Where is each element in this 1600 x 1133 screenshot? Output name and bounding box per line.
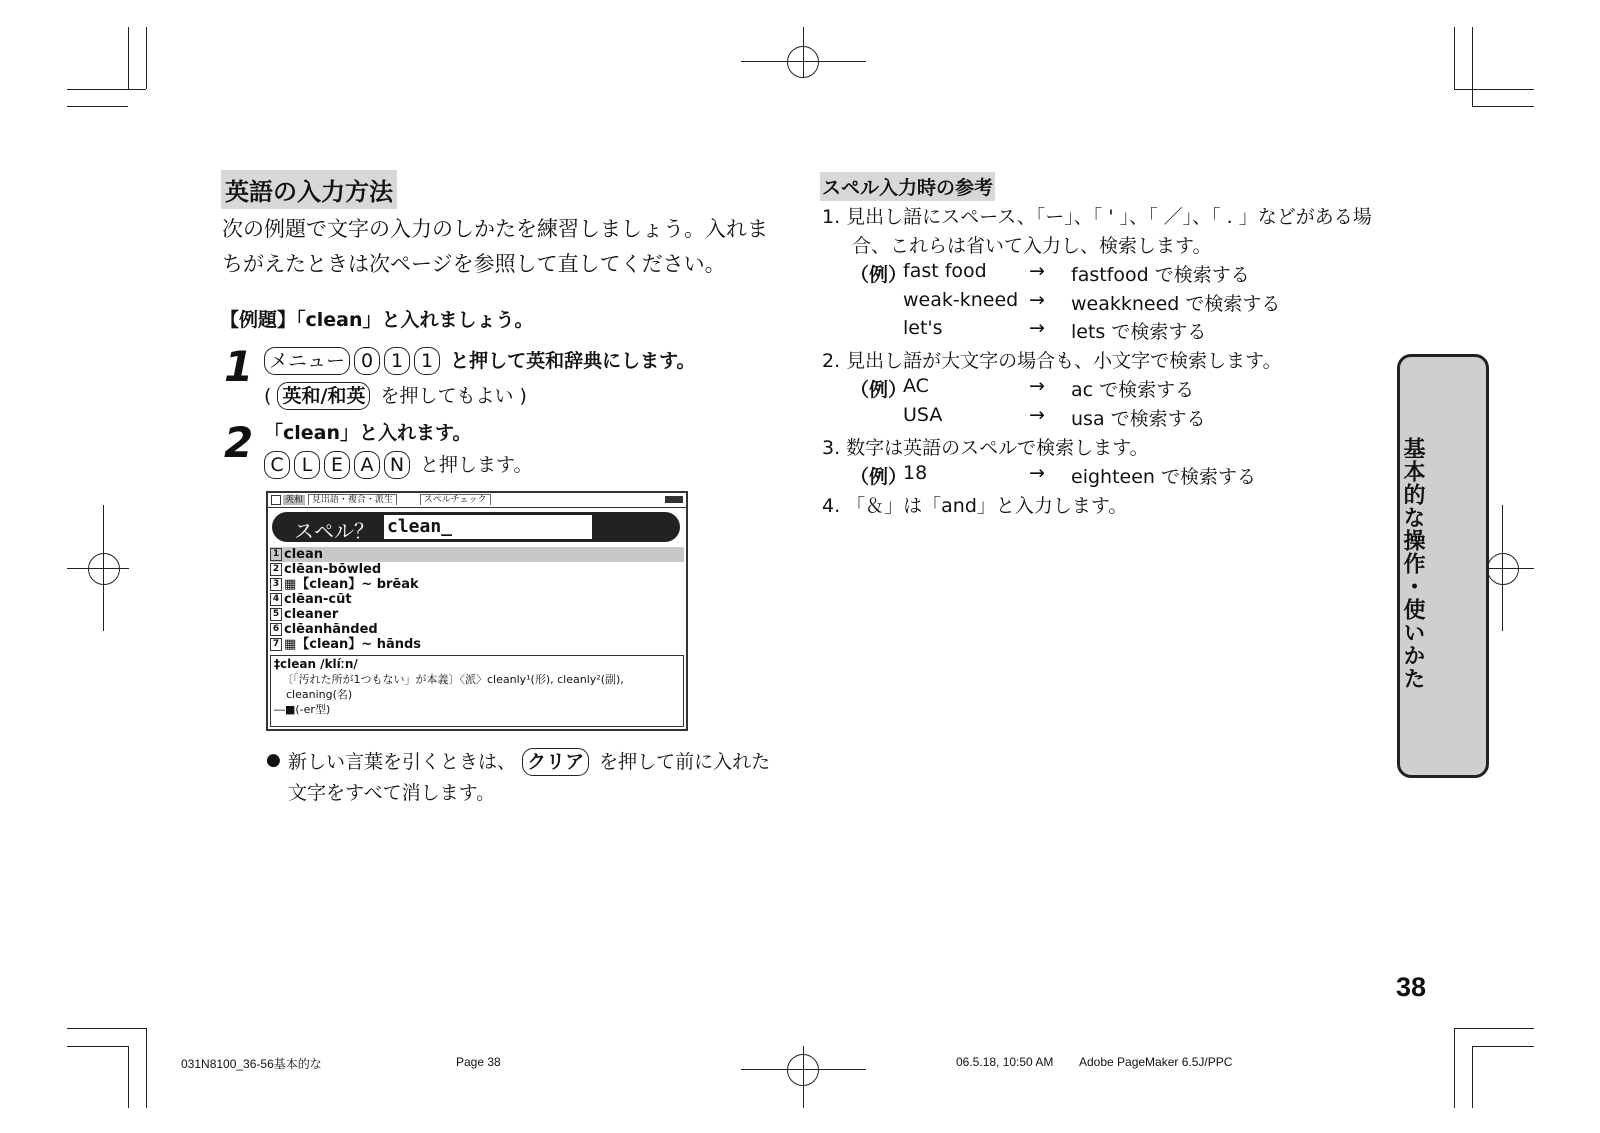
list-item: 2 clēan-bōwled [270, 562, 381, 577]
def-etymology: 〔「汚れた所が1つもない」が本義〕〈派〉cleanly¹(形), cleanly²(副), [282, 673, 624, 686]
n-key: N [384, 451, 410, 479]
arrow-icon: → [1029, 260, 1045, 282]
spell-input-bar [272, 512, 680, 542]
step-2-row [264, 450, 533, 479]
list-item: 7 ▦【clean】~ hānds [270, 637, 421, 652]
section-heading: 英語の入力方法 [221, 170, 397, 209]
ref-item-1-line-1: 1. 見出し語にスペース、「ー」、「 ' 」、「 ／」、「 . 」などがある場 [822, 206, 1372, 228]
screen-tab-bar [268, 493, 686, 508]
slug-date: 06.5.18, 10:50 AM [956, 1055, 1054, 1069]
definition-box [270, 655, 684, 727]
example-title: 【例題】「clean」と入れましょう。 [220, 309, 534, 331]
arrow-icon: → [1029, 462, 1045, 484]
tab-box-icon [271, 495, 281, 505]
dictionary-screen [266, 491, 688, 731]
a-key: A [354, 451, 380, 479]
tab-headword: 見出語・複合・派生 [308, 494, 397, 505]
step-1-sub [264, 381, 527, 410]
intro-line-1: 次の例題で文字の入力のしかたを練習しましょう。入れま [222, 217, 768, 241]
list-item: 5 cleaner [270, 607, 338, 622]
arrow-icon: → [1029, 289, 1045, 311]
example-input: fast food [903, 260, 987, 282]
chapter-tab-label: 基本的な操作・使いかた [1400, 437, 1425, 690]
spell-input: clean_ [384, 515, 592, 539]
note-text-1: 新しい言葉を引くときは、 [288, 751, 517, 773]
step-1-row [264, 346, 696, 375]
example-input: weak-kneed [903, 289, 1019, 311]
example-label-2: （例） [850, 379, 908, 401]
example-label-1: （例） [850, 264, 908, 286]
arrow-icon: → [1029, 375, 1045, 397]
example-result: eighteen で検索する [1071, 466, 1256, 488]
spell-ref-heading: スペル入力時の参考 [820, 172, 995, 201]
example-input: 18 [903, 462, 928, 484]
menu-key: メニュー [264, 347, 350, 375]
l-key: L [294, 451, 320, 479]
c-key: C [264, 451, 290, 479]
arrow-icon: → [1029, 404, 1045, 426]
list-item: 3 ▦【clean】~ brēak [270, 577, 419, 592]
example-input: AC [903, 375, 929, 397]
list-item: 1 clean [270, 547, 684, 562]
spell-label: スペル？ [294, 519, 374, 543]
step-1-sub-open: ( [264, 385, 272, 407]
intro-line-2: ちがえたときは次ページを参照して直してください。 [222, 252, 726, 276]
example-result: fastfood で検索する [1071, 264, 1250, 286]
def-headword: ‡clean /klíːn/ [274, 657, 358, 671]
list-item: 4 clēan-cūt [270, 592, 352, 607]
step-2-text: と押します。 [420, 454, 533, 476]
zero-key: 0 [354, 347, 380, 375]
ref-item-1-line-2: 合、これらは省いて入力し、検索します。 [852, 235, 1212, 257]
page-number: 38 [1396, 972, 1427, 1002]
tab-eiwa: 英和 [285, 495, 304, 505]
slug-page: Page 38 [456, 1055, 501, 1069]
note-text-2: を押して前に入れた [599, 751, 771, 773]
arrow-icon: → [1029, 317, 1045, 339]
clear-key: クリア [522, 748, 589, 776]
example-input: USA [903, 404, 943, 426]
note-line-2: 文字をすべて消します。 [288, 782, 496, 804]
tab-spellcheck: スペルチェック [420, 494, 491, 505]
one-key: 1 [414, 347, 440, 375]
example-result: ac で検索する [1071, 379, 1195, 401]
ref-item-4: 4. 「＆」は「and」と入力します。 [822, 495, 1128, 517]
ref-item-3: 3. 数字は英語のスペルで検索します。 [822, 437, 1149, 459]
step-1-text: と押して英和辞典にします。 [450, 350, 696, 372]
example-result: lets で検索する [1071, 321, 1207, 343]
slug-file: 031N8100_36-56基本的な [181, 1057, 322, 1071]
step-1-sub-text: を押してもよい ) [380, 385, 527, 407]
note-bullet: ● [266, 750, 281, 770]
note-line-1 [288, 747, 770, 776]
example-input: let's [903, 317, 943, 339]
example-result: usa で検索する [1071, 408, 1206, 430]
step-1-number: 1 [224, 342, 254, 391]
battery-icon [665, 496, 683, 503]
e-key: E [324, 451, 350, 479]
chapter-side-tab [1397, 354, 1489, 778]
def-derived: cleaning(名) [286, 688, 353, 701]
example-label-3: （例） [850, 466, 908, 488]
list-item: 6 clēanhānded [270, 622, 378, 637]
eiwa-waei-key: 英和/和英 [277, 382, 370, 410]
slug-app: Adobe PageMaker 6.5J/PPC [1079, 1055, 1233, 1069]
step-2-number: 2 [224, 418, 254, 467]
ref-item-2: 2. 見出し語が大文字の場合も、小文字で検索します。 [822, 350, 1282, 372]
def-inflection: ―■(-er型) [274, 703, 331, 716]
example-result: weakkneed で検索する [1071, 293, 1281, 315]
step-2-title: 「clean」と入れます。 [264, 422, 472, 444]
one-key: 1 [384, 347, 410, 375]
